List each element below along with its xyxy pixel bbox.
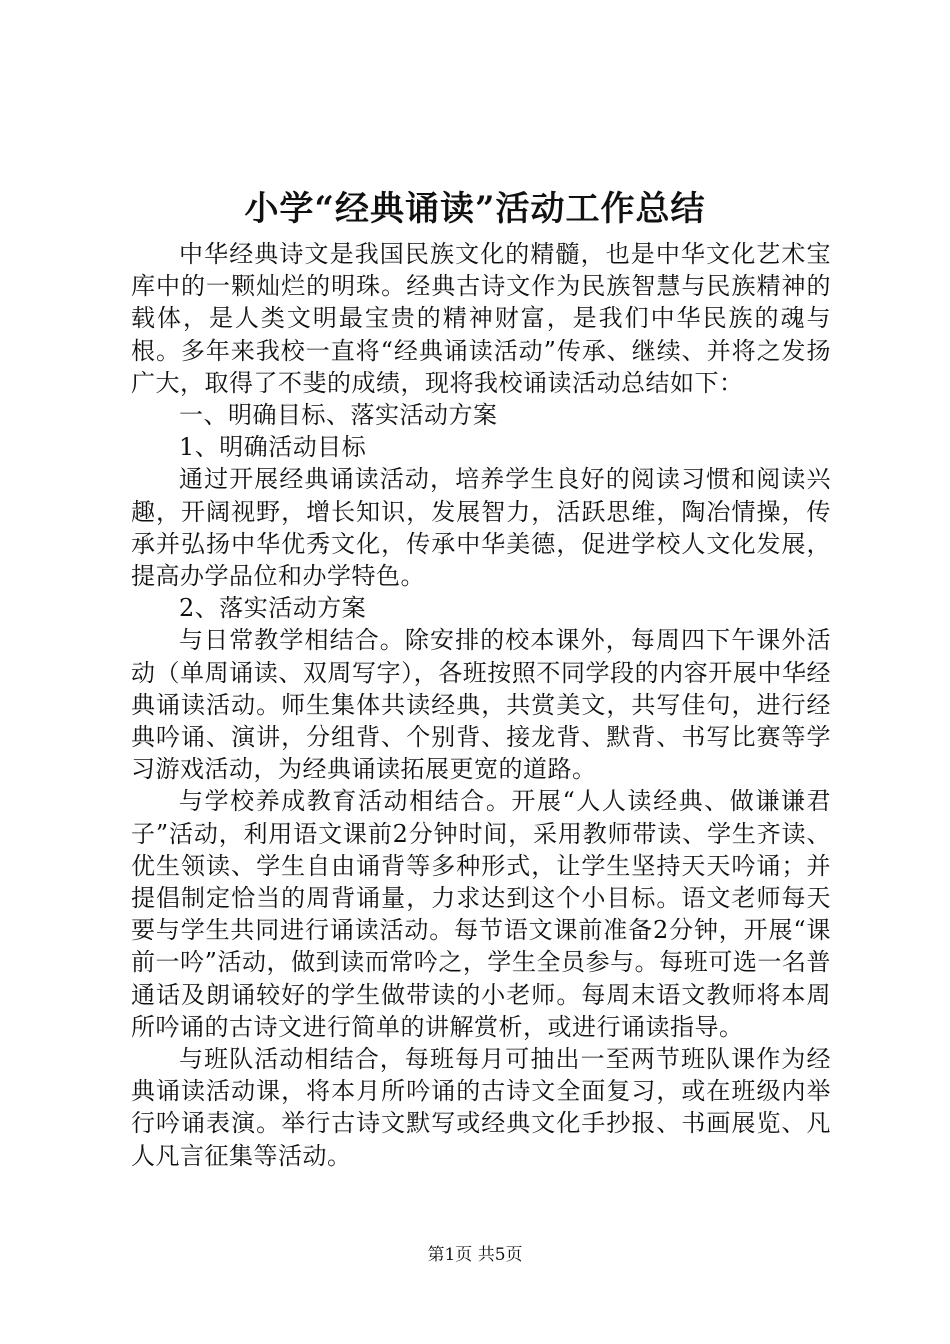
subsection-heading-1: 1、明确活动目标 bbox=[179, 433, 367, 462]
page-number-footer: 第1页 共5页 bbox=[427, 1245, 523, 1265]
paragraph-class-activities: 与班队活动相结合，每班每月可抽出一至两节班队课作为经典诵读活动课，将本月所吟诵的古诗文全面复习，或在班级内举行吟诵表演。举行古诗文默写或经典文化手抄报、书画展览、凡人凡言征集等活动。 bbox=[131, 1045, 831, 1170]
paragraph-intro: 中华经典诗文是我国民族文化的精髓，也是中华文化艺术宝库中的一颗灿烂的明珠。经典古诗文作为民族智慧与民族精神的载体，是人类文明最宝贵的精神财富，是我们中华民族的魂与根。多年来我校一直将“经典诵读活动”传承、继续、并将之发扬广大，取得了不斐的成绩，现将我校诵读活动总结如下： bbox=[131, 240, 831, 397]
paragraph-habit-education: 与学校养成教育活动相结合。开展“人人读经典、做谦谦君子”活动，利用语文课前2分钟时间，采用教师带读、学生齐读、优生领读、学生自由诵背等多种形式，让学生坚持天天吟诵；并提倡制定恰当的周背诵量，力求达到这个小目标。语文老师每天要与学生共同进行诵读活动。每节语文课前准备2分钟，开展“课前一吟”活动，做到读而常吟之，学生全员参与。每班可选一名普通话及朗诵较好的学生做带读的小老师。每周末语文教师将本周所吟诵的古诗文进行简单的讲解赏析，或进行诵读指导。 bbox=[131, 787, 831, 1041]
paragraph-goals: 通过开展经典诵读活动，培养学生良好的阅读习惯和阅读兴趣，开阔视野，增长知识，发展智力，活跃思维，陶冶情操，传承并弘扬中华优秀文化，传承中华美德，促进学校人文化发展，提高办学品位和办学特色。 bbox=[131, 465, 831, 591]
subsection-heading-2: 2、落实活动方案 bbox=[179, 594, 367, 623]
section-heading-1: 一、明确目标、落实活动方案 bbox=[179, 401, 498, 430]
document-title: 小学“经典诵读”活动工作总结 bbox=[244, 189, 706, 229]
document-body bbox=[131, 238, 831, 1172]
paragraph-daily-teaching: 与日常教学相结合。除安排的校本课外，每周四下午课外活动（单周诵读、双周写字），各班按照不同学段的内容开展中华经典诵读活动。师生集体共读经典，共赏美文，共写佳句，进行经典吟诵、演讲，分组背、个别背、接龙背、默背、书写比赛等学习游戏活动，为经典诵读拓展更宽的道路。 bbox=[131, 626, 831, 784]
